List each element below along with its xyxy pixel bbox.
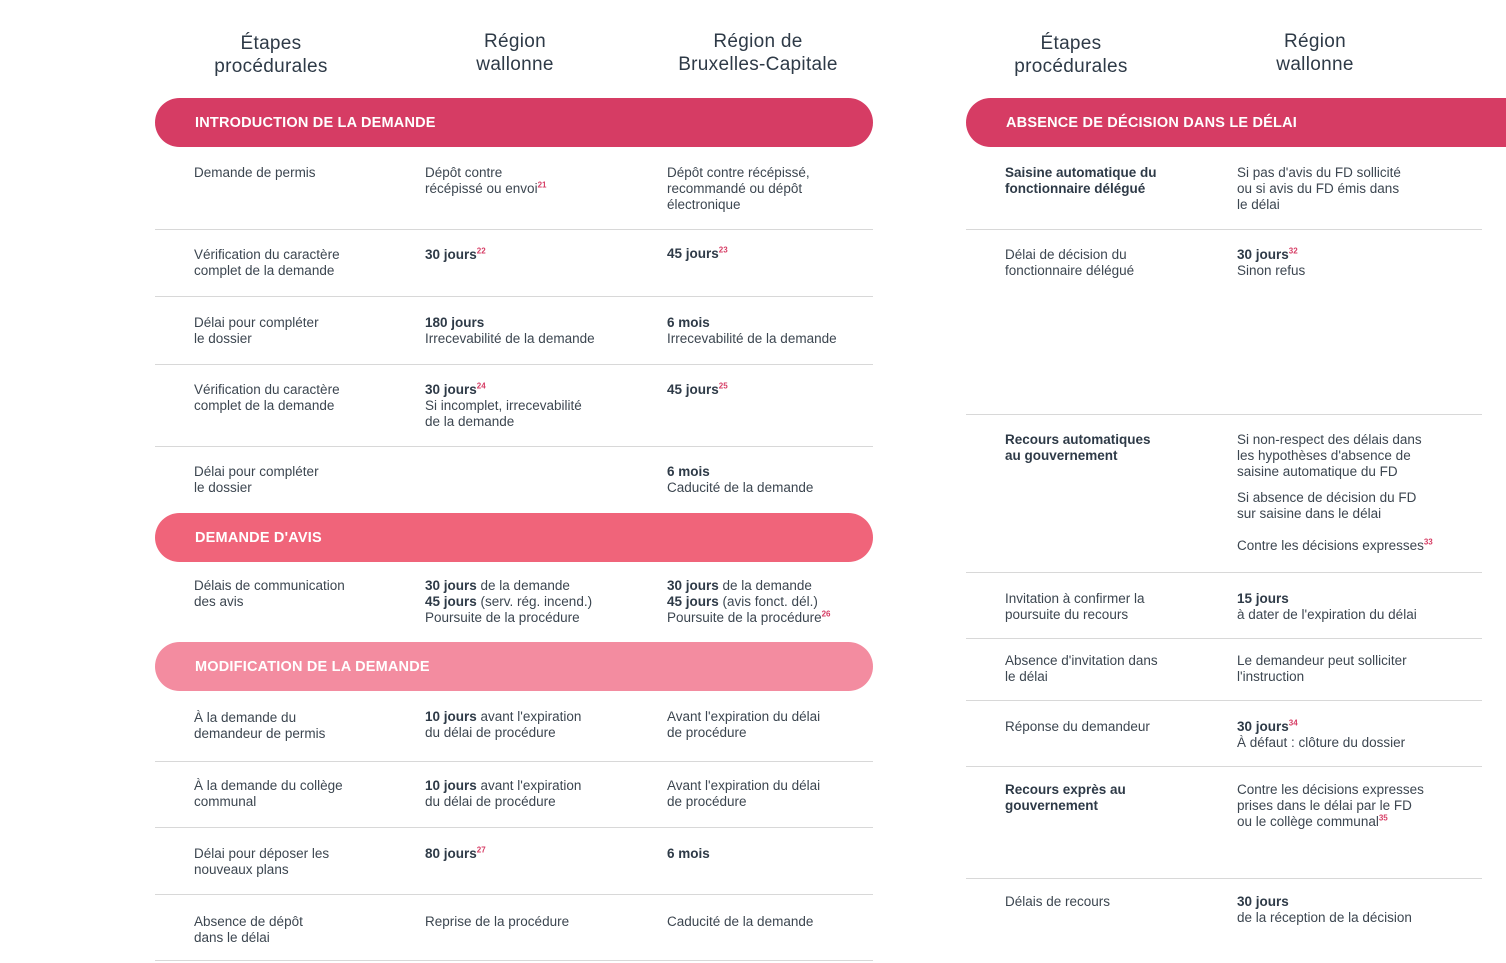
- section-modification: [155, 642, 873, 691]
- cell-line: Irrecevabilité de la demande: [667, 331, 837, 346]
- stage-line: communal: [194, 794, 257, 809]
- cell-value: 6 mois: [667, 315, 710, 330]
- stage-line: Recours automatiques: [1005, 432, 1151, 447]
- cell-value: 30 jours: [1237, 894, 1289, 909]
- cell-text: avant l'expiration: [476, 778, 582, 793]
- cell-line: Contre les décisions expresses: [1237, 538, 1424, 553]
- header-etapes: [951, 32, 1191, 78]
- row-divider: [155, 446, 873, 447]
- row-divider: [155, 296, 873, 297]
- cell-value: 180 jours: [425, 315, 485, 330]
- cell-value: 15 jours: [1237, 591, 1289, 606]
- bruxelles-cell: [667, 382, 728, 398]
- row-divider: [155, 960, 873, 961]
- cell-line: Si absence de décision du FD: [1237, 490, 1417, 505]
- stage-line: Délais de recours: [1005, 894, 1111, 909]
- cell-line: Dépôt contre: [425, 165, 503, 180]
- row-divider: [155, 894, 873, 895]
- wallonne-cell: [1237, 653, 1407, 685]
- footnote-ref[interactable]: 21: [537, 180, 547, 190]
- wallonne-cell: [425, 315, 595, 347]
- wallonne-cell: [425, 247, 486, 263]
- cell-line: Avant l'expiration du délai: [667, 709, 821, 724]
- wallonne-cell: [1237, 538, 1433, 554]
- cell-value: 45 jours: [667, 246, 719, 261]
- cell-line: À défaut : clôture du dossier: [1237, 735, 1406, 750]
- row-divider: [155, 364, 873, 365]
- footnote-ref[interactable]: 27: [476, 845, 486, 855]
- cell-text: de la demande: [476, 578, 570, 593]
- section-label: MODIFICATION DE LA DEMANDE: [195, 658, 430, 675]
- cell-line: ou si avis du FD émis dans: [1237, 181, 1400, 196]
- stage-line: À la demande du: [194, 710, 297, 725]
- cell-line: sur saisine dans le délai: [1237, 506, 1382, 521]
- section-label: DEMANDE D'AVIS: [195, 529, 322, 546]
- bruxelles-cell: [667, 778, 820, 810]
- cell-line: Contre les décisions expresses: [1237, 782, 1424, 797]
- cell-line: saisine automatique du FD: [1237, 464, 1398, 479]
- cell-line: Si non-respect des délais dans: [1237, 432, 1422, 447]
- row-divider: [966, 878, 1482, 879]
- wallonne-cell: [1237, 432, 1422, 480]
- footnote-ref[interactable]: 26: [821, 609, 831, 619]
- header-bruxelles: [638, 30, 878, 76]
- cell-value: 30 jours: [425, 382, 477, 397]
- cell-line: du délai de procédure: [425, 725, 556, 740]
- stage-line: dans le délai: [194, 930, 270, 945]
- header-wallonne: [395, 30, 635, 76]
- stage-line: Saisine automatique du: [1005, 165, 1157, 180]
- stage-cell: [1005, 653, 1158, 685]
- stage-line: Absence de dépôt: [194, 914, 303, 929]
- stage-line: Vérification du caractère: [194, 247, 340, 262]
- footnote-ref[interactable]: 22: [476, 246, 486, 256]
- header-text: Région wallonne: [1276, 31, 1354, 75]
- wallonne-cell: [1237, 591, 1417, 623]
- row-divider: [966, 638, 1482, 639]
- stage-cell: [194, 710, 325, 742]
- stage-line: des avis: [194, 594, 244, 609]
- stage-line: Délais de communication: [194, 578, 345, 593]
- wallonne-cell: [425, 778, 581, 810]
- bruxelles-cell: [667, 165, 810, 213]
- cell-text: avant l'expiration: [476, 709, 582, 724]
- cell-line: récépissé ou envoi: [425, 181, 538, 196]
- cell-value: 45 jours: [667, 382, 719, 397]
- wallonne-cell: [1237, 165, 1401, 213]
- stage-line: nouveaux plans: [194, 862, 289, 877]
- cell-line: à dater de l'expiration du délai: [1237, 607, 1417, 622]
- section-label: ABSENCE DE DÉCISION DANS LE DÉLAI: [1006, 114, 1297, 131]
- section-introduction: [155, 98, 873, 147]
- stage-cell: [1005, 432, 1151, 464]
- bruxelles-cell: [667, 315, 837, 347]
- header-wallonne: [1195, 30, 1435, 76]
- row-divider: [155, 761, 873, 762]
- section-label: INTRODUCTION DE LA DEMANDE: [195, 114, 436, 131]
- stage-cell: [1005, 591, 1145, 623]
- stage-cell: [1005, 165, 1157, 197]
- wallonne-cell: [1237, 490, 1416, 522]
- bruxelles-cell: [667, 246, 728, 262]
- cell-value: 30 jours: [425, 578, 477, 593]
- row-divider: [155, 229, 873, 230]
- stage-line: le délai: [1005, 669, 1048, 684]
- stage-cell: [194, 464, 319, 496]
- footnote-ref[interactable]: 32: [1288, 246, 1298, 256]
- row-divider: [966, 572, 1482, 573]
- row-divider: [966, 414, 1482, 415]
- header-text: Région wallonne: [476, 31, 554, 75]
- wallonne-cell: [1237, 719, 1405, 751]
- stage-cell: [194, 315, 319, 347]
- cell-line: recommandé ou dépôt: [667, 181, 803, 196]
- cell-line: l'instruction: [1237, 669, 1305, 684]
- cell-line: le délai: [1237, 197, 1280, 212]
- row-divider: [966, 766, 1482, 767]
- cell-line: Sinon refus: [1237, 263, 1306, 278]
- cell-line: de la réception de la décision: [1237, 910, 1412, 925]
- stage-cell: [1005, 782, 1126, 814]
- cell-text: (serv. rég. incend.): [476, 594, 593, 609]
- cell-line: Poursuite de la procédure: [667, 610, 822, 625]
- header-text: Région de Bruxelles-Capitale: [678, 31, 838, 75]
- cell-value: 6 mois: [667, 464, 710, 479]
- stage-line: Vérification du caractère: [194, 382, 340, 397]
- cell-line: Caducité de la demande: [667, 914, 814, 929]
- wallonne-cell: [1237, 894, 1412, 926]
- cell-line: Reprise de la procédure: [425, 914, 570, 929]
- stage-line: poursuite du recours: [1005, 607, 1129, 622]
- section-demande-avis: [155, 513, 873, 562]
- cell-value: 10 jours: [425, 709, 477, 724]
- stage-line: Absence d'invitation dans: [1005, 653, 1158, 668]
- cell-value: 30 jours: [1237, 719, 1289, 734]
- row-divider: [155, 827, 873, 828]
- stage-cell: [194, 165, 316, 181]
- stage-line: Délai de décision du: [1005, 247, 1127, 262]
- footnote-ref[interactable]: 34: [1288, 718, 1298, 728]
- stage-line: au gouvernement: [1005, 448, 1118, 463]
- cell-value: 45 jours: [425, 594, 477, 609]
- cell-line: ou le collège communal: [1237, 814, 1379, 829]
- wallonne-cell: [425, 914, 569, 930]
- wallonne-cell: [1237, 782, 1424, 830]
- footnote-ref[interactable]: 35: [1378, 813, 1388, 823]
- header-text: Étapes procédurales: [1014, 33, 1128, 77]
- cell-line: Avant l'expiration du délai: [667, 778, 821, 793]
- stage-line: Demande de permis: [194, 165, 316, 180]
- cell-line: Le demandeur peut solliciter: [1237, 653, 1407, 668]
- stage-cell: [194, 578, 345, 610]
- stage-line: le dossier: [194, 331, 252, 346]
- cell-value: 30 jours: [1237, 247, 1289, 262]
- footnote-ref[interactable]: 23: [718, 245, 728, 255]
- cell-line: du délai de procédure: [425, 794, 556, 809]
- cell-line: électronique: [667, 197, 741, 212]
- bruxelles-cell: [667, 914, 813, 930]
- cell-line: prises dans le délai par le FD: [1237, 798, 1412, 813]
- stage-line: Délai pour compléter: [194, 315, 319, 330]
- cell-value: 30 jours: [425, 247, 477, 262]
- cell-value: 10 jours: [425, 778, 477, 793]
- row-divider: [966, 700, 1482, 701]
- wallonne-cell: [425, 709, 581, 741]
- stage-line: Délai pour déposer les: [194, 846, 330, 861]
- stage-line: fonctionnaire délégué: [1005, 263, 1135, 278]
- cell-value: 30 jours: [667, 578, 719, 593]
- cell-line: Si pas d'avis du FD sollicité: [1237, 165, 1401, 180]
- cell-line: de procédure: [667, 725, 747, 740]
- cell-line: les hypothèses d'absence de: [1237, 448, 1411, 463]
- bruxelles-cell: [667, 846, 710, 862]
- cell-text: de la demande: [718, 578, 812, 593]
- cell-line: Caducité de la demande: [667, 480, 814, 495]
- cell-line: de la demande: [425, 414, 515, 429]
- header-text: Étapes procédurales: [214, 33, 328, 77]
- stage-line: Invitation à confirmer la: [1005, 591, 1145, 606]
- stage-line: Recours exprès au: [1005, 782, 1126, 797]
- cell-line: Irrecevabilité de la demande: [425, 331, 595, 346]
- row-divider: [966, 229, 1482, 230]
- cell-value: 80 jours: [425, 846, 477, 861]
- wallonne-cell: [425, 578, 592, 626]
- cell-line: Si incomplet, irrecevabilité: [425, 398, 582, 413]
- cell-value: 45 jours: [667, 594, 719, 609]
- stage-cell: [1005, 247, 1134, 279]
- footnote-ref[interactable]: 24: [476, 381, 486, 391]
- stage-line: le dossier: [194, 480, 252, 495]
- stage-line: Délai pour compléter: [194, 464, 319, 479]
- stage-cell: [194, 914, 303, 946]
- stage-line: gouvernement: [1005, 798, 1099, 813]
- stage-cell: [194, 846, 329, 878]
- stage-line: demandeur de permis: [194, 726, 326, 741]
- stage-cell: [194, 778, 343, 810]
- wallonne-cell: [425, 165, 546, 197]
- section-absence-decision: [966, 98, 1506, 147]
- cell-line: Poursuite de la procédure: [425, 610, 580, 625]
- bruxelles-cell: [667, 578, 831, 626]
- bruxelles-cell: [667, 709, 820, 741]
- stage-line: complet de la demande: [194, 398, 335, 413]
- stage-line: À la demande du collège: [194, 778, 343, 793]
- stage-cell: [1005, 719, 1150, 735]
- stage-line: Réponse du demandeur: [1005, 719, 1150, 734]
- wallonne-cell: [1237, 247, 1305, 279]
- footnote-ref[interactable]: 33: [1423, 537, 1433, 547]
- wallonne-cell: [425, 846, 486, 862]
- stage-line: fonctionnaire délégué: [1005, 181, 1146, 196]
- header-etapes: [151, 32, 391, 78]
- stage-cell: [1005, 894, 1110, 910]
- stage-line: complet de la demande: [194, 263, 335, 278]
- cell-line: Dépôt contre récépissé,: [667, 165, 810, 180]
- cell-value: 6 mois: [667, 846, 710, 861]
- bruxelles-cell: [667, 464, 813, 496]
- stage-cell: [194, 247, 340, 279]
- wallonne-cell: [425, 382, 582, 430]
- cell-text: (avis fonct. dél.): [718, 594, 818, 609]
- stage-cell: [194, 382, 340, 414]
- footnote-ref[interactable]: 25: [718, 381, 728, 391]
- cell-line: de procédure: [667, 794, 747, 809]
